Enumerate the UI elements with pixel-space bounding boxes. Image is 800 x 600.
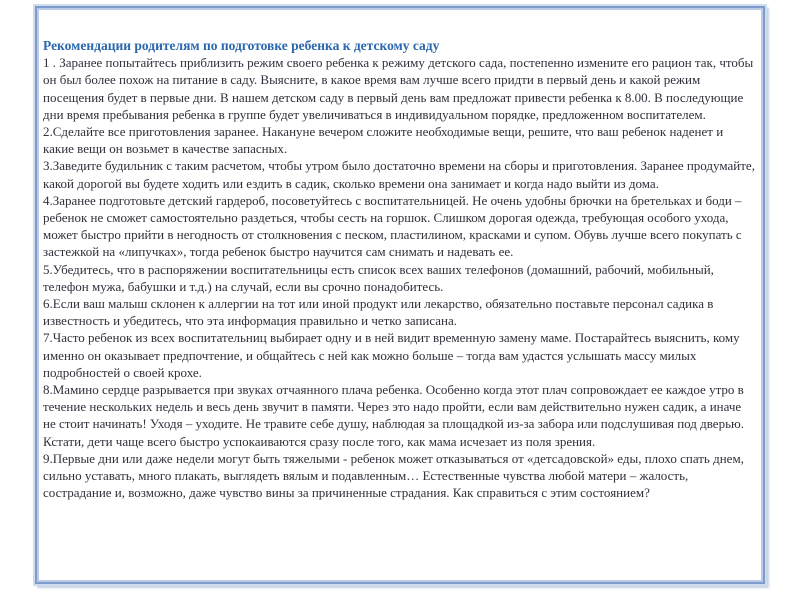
recommendation-paragraph-5: 5.Убедитесь, что в распоряжении воспитательницы есть список всех ваших телефонов (домашний, рабочий, мобильный, телефон мужа, бабушки и т.д.) на случай, если вы срочно понадобитесь. <box>43 261 714 294</box>
recommendation-paragraph-4: 4.Заранее подготовьте детский гардероб, посоветуйтесь с воспитательницей. Не очень удобны брючки на бретельках и боди – ребенок не сможет самостоятельно раздеться, чтобы сесть на горшок. Слишком дорогая одежда, требующая особого ухода, может быстро прийти в негодность от столкновения с песком, пластилином, красками и супом. Обувь лучше всего покупать с застежкой на «липучках», тогда ребенок быстро научится сам снимать и надевать ее. <box>43 192 742 260</box>
text-frame <box>37 8 763 582</box>
recommendation-paragraph-6: 6.Если ваш малыш склонен к аллергии на тот или иной продукт или лекарство, обязательно поставьте персонал садика в известность и убедитесь, что эта информация правильно и четко записана. <box>43 296 714 329</box>
recommendation-paragraph-7: 7.Часто ребенок из всех воспитательниц выбирает одну и в ней видит временную замену маме. Постарайтесь выяснить, кому именно он оказывает предпочтение, и общайтесь с ней как можно больше – тогда вам удастся услышать массу милых подробностей о своей крохе. <box>43 330 740 380</box>
recommendation-paragraph-3: 3.Заведите будильник с таким расчетом, чтобы утром было достаточно времени на сборы и приготовления. Заранее продумайте, какой дорогой вы будете ходить или ездить в садик, сколько времени она занимает и когда надо выйти из дома. <box>43 158 755 191</box>
recommendation-paragraph-8: 8.Мамино сердце разрывается при звуках отчаянного плача ребенка. Особенно когда этот плач сопровождает ее каждое утро в течение нескольких недель и весь день звучит в памяти. Через это надо пройти, если вам действительно нужен садик, а иначе не стоит начинать! Уходя – уходите. Не травите себе душу, наблюдая за площадкой из-за забора или подслушивая под дверью. Кстати, дети чаще всего быстро успокаиваются сразу после того, как мама исчезает из поля зрения. <box>43 382 744 449</box>
recommendation-paragraph-9: 9.Первые дни или даже недели могут быть тяжелыми - ребенок может отказываться от «детсадовской» еды, плохо спать днем, сильно уставать, много плакать, выглядеть вялым и подавленным… Естественные чувства любой матери – жалость, сострадание и, возможно, даже чувство вины за причиненные страдания. Как справиться с этим состоянием? <box>43 450 744 501</box>
recommendation-paragraph-2: 2.Сделайте все приготовления заранее. Накануне вечером сложите необходимые вещи, решите, что ваш ребенок наденет и какие вещи он возьмет в качестве запасных. <box>43 124 724 157</box>
page-title: Рекомендации родителям по подготовке ребенка к детскому саду <box>43 38 440 53</box>
recommendation-paragraph-1: 1 . Заранее попытайтесь приблизить режим своего ребенка к режиму детского сада, постепенно измените его рацион так, чтобы он был более похож на питание в саду. Выясните, в какое время вам лучше всего придти в первый день и какой режим посещения будет в первые дни. В нашем детском саду в первый день вам предложат привести ребенка к 8.00. В последующие дни время пребывания ребенка в группе будет увеличиваться в индивидуальном порядке, предложенном воспитателем. <box>43 55 754 122</box>
